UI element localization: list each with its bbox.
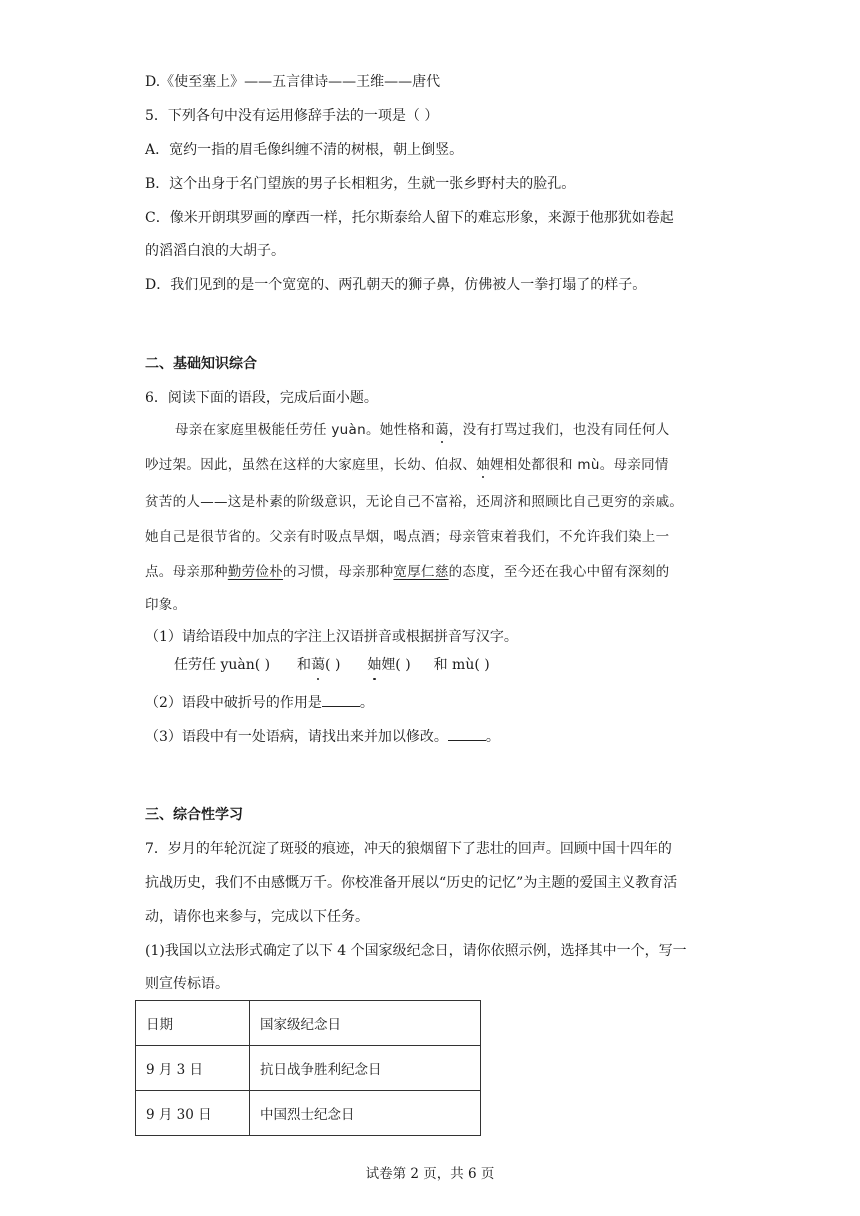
q6-sub3: （3）语段中有一处语病，请找出来并加以修改。 。 xyxy=(145,726,500,747)
q7-line2: 抗战历史，我们不由感慨万千。你校准备开展以“历史的记忆”为主题的爱国主义教育活 xyxy=(145,875,678,891)
table-cell: 抗日战争胜利纪念日 xyxy=(250,1046,481,1091)
answer-blank[interactable] xyxy=(322,692,360,707)
table-header-row xyxy=(136,1001,481,1046)
pinyin-item-ai: 和蔼( ) xyxy=(297,657,341,673)
q6-sub2: （2）语段中破折号的作用是 。 xyxy=(145,692,374,713)
passage-line-3: 贫苦的人——这是朴素的阶级意识，无论自己不富裕，还周济和照顾比自己更穷的亲戚。 xyxy=(145,494,684,510)
table-row xyxy=(136,1091,481,1136)
q5-option-b: B．这个出身于名门望族的男子长相粗劣，生就一张乡野村夫的脸孔。 xyxy=(145,176,576,192)
dotted-char: 蔼 xyxy=(435,418,449,438)
passage-line-6: 印象。 xyxy=(145,597,187,613)
pinyin-item-zhou: 妯娌( ) xyxy=(367,657,411,673)
passage-line-1: 母亲在家庭里极能任劳任 yuàn。她性格和蔼，没有打骂过我们，也没有同任何人 xyxy=(175,418,670,438)
memorial-days-table xyxy=(135,1000,481,1136)
underlined-phrase: 勤劳俭朴 xyxy=(227,564,284,580)
q5-option-c-line2: 的滔滔白浪的大胡子。 xyxy=(145,243,285,259)
table-cell: 9 月 3 日 xyxy=(136,1046,250,1091)
table-header-cell: 日期 xyxy=(136,1001,250,1046)
table-row xyxy=(136,1046,481,1091)
passage-line-5: 点。母亲那种勤劳俭朴的习惯，母亲那种宽厚仁慈的态度，至今还在我心中留有深刻的 xyxy=(145,564,670,580)
q5-stem: 5．下列各句中没有运用修辞手法的一项是（ ） xyxy=(145,108,439,124)
task1-line2: 则宣传标语。 xyxy=(145,976,229,992)
table-cell: 9 月 30 日 xyxy=(136,1091,250,1136)
q5-option-a: A．宽约一指的眉毛像纠缠不清的树根，朝上倒竖。 xyxy=(145,142,464,158)
q6-sub1-items xyxy=(174,655,490,675)
q7-line3: 动，请你也来参与，完成以下任务。 xyxy=(145,909,369,925)
q7-line1: 7．岁月的年轮沉淀了斑驳的痕迹，冲天的狼烟留下了悲壮的回声。回顾中国十四年的 xyxy=(145,841,672,857)
q6-stem: 6．阅读下面的语段，完成后面小题。 xyxy=(145,390,378,406)
dotted-char: 妯 xyxy=(476,453,490,473)
q5-option-d: D．我们见到的是一个宽宽的、两孔朝天的狮子鼻，仿佛被人一拳打塌了的样子。 xyxy=(145,277,647,293)
q5-option-c-line1: C．像米开朗琪罗画的摩西一样，托尔斯泰给人留下的难忘形象，来源于他那犹如卷起 xyxy=(145,210,674,226)
underlined-phrase: 宽厚仁慈 xyxy=(393,564,449,580)
q4-option-d: D.《使至塞上》——五言律诗——王维——唐代 xyxy=(145,74,441,90)
page-footer: 试卷第 2 页，共 6 页 xyxy=(365,1166,495,1182)
table-cell: 中国烈士纪念日 xyxy=(250,1091,481,1136)
answer-blank[interactable] xyxy=(448,726,486,741)
passage-line-4: 她自己是很节省的。父亲有时吸点旱烟，喝点酒；母亲管束着我们，不允许我们染上一 xyxy=(145,529,670,545)
q6-sub1-stem: （1）请给语段中加点的字注上汉语拼音或根据拼音写汉字。 xyxy=(145,629,518,645)
section3-heading: 三、综合性学习 xyxy=(145,807,243,823)
pinyin-item-yuan: 任劳任 yuàn( ) xyxy=(174,657,271,673)
table-header-cell: 国家级纪念日 xyxy=(250,1001,481,1046)
passage-line-2: 吵过架。因此，虽然在这样的大家庭里，长幼、伯叔、妯娌相处都很和 mù。母亲同情 xyxy=(145,453,669,473)
section2-heading: 二、基础知识综合 xyxy=(145,356,257,372)
pinyin-item-mu: 和 mù( ) xyxy=(433,657,490,673)
task1-line1: (1)我国以立法形式确定了以下 4 个国家级纪念日，请你依照示例，选择其中一个，写一 xyxy=(145,943,687,959)
